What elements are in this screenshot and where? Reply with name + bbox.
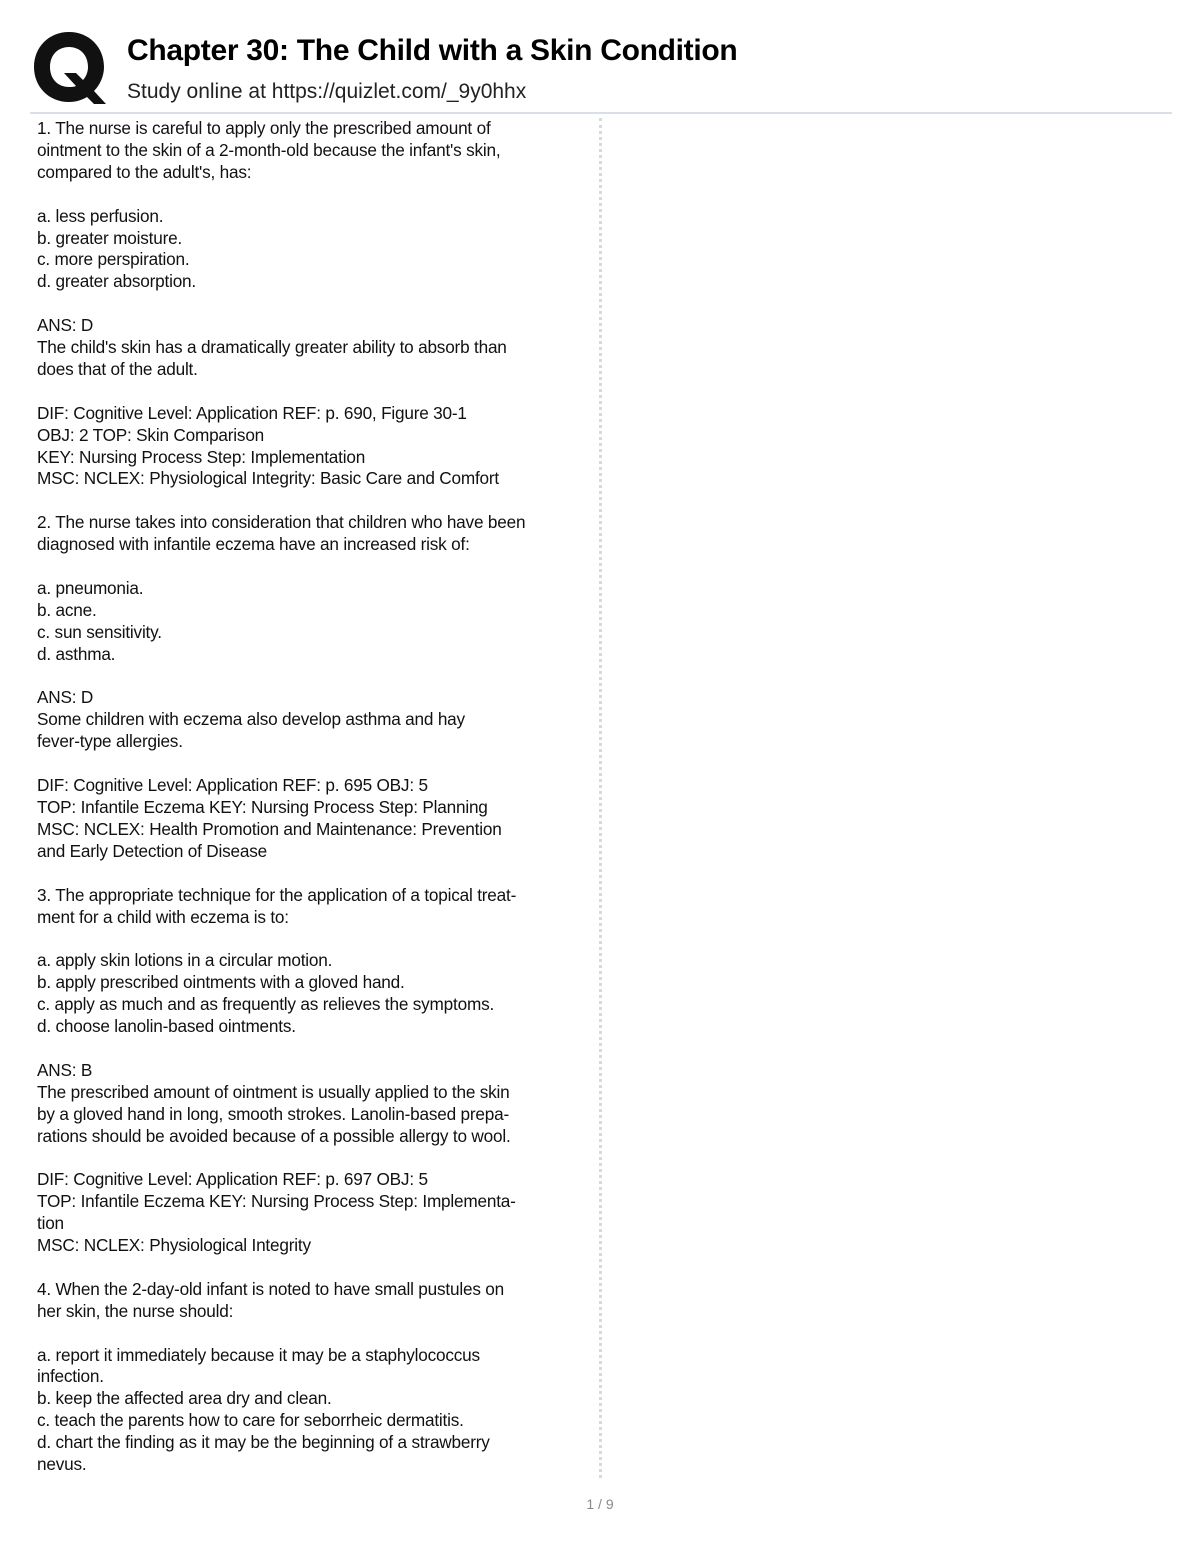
study-online-link[interactable]: Study online at https://quizlet.com/_9y0hhx	[127, 80, 527, 103]
question-text: 3. The appropriate technique for the application of a topical treat- ment for a child with eczema is to:	[37, 884, 517, 927]
header-divider	[30, 112, 1172, 114]
question-text: 4. When the 2-day-old infant is noted to have small pustules on her skin, the nurse should:	[37, 1278, 505, 1321]
flashcard-2	[37, 512, 597, 862]
answer-options: a. pneumonia. b. acne. c. sun sensitivity. d. asthma.	[37, 577, 162, 664]
flashcard-column	[37, 118, 597, 1498]
page-title: Chapter 30: The Child with a Skin Condition	[127, 34, 738, 67]
answer-options: a. report it immediately because it may be a staphylococcus infection. b. keep the affected area dry and clean. c. teach the parents how to care for seborrheic dermatitis. d. chart the finding as it may be the beginning of a strawberry nevus.	[37, 1344, 490, 1475]
answer-options: a. apply skin lotions in a circular motion. b. apply prescribed ointments with a gloved hand. c. apply as much and as frequently as relieves the symptoms. d. choose lanolin-based ointments.	[37, 950, 495, 1037]
question-metadata: DIF: Cognitive Level: Application REF: p. 695 OBJ: 5 TOP: Infantile Eczema KEY: Nursing Process Step: Planning MSC: NCLEX: Health Promotion and Maintenance: Prevention and Early Detection of Disease	[37, 775, 502, 861]
answer-rationale: ANS: D Some children with eczema also develop asthma and hay fever-type allergies.	[37, 687, 465, 752]
flashcard-3	[37, 885, 597, 1257]
column-divider	[599, 118, 602, 1478]
answer-rationale: ANS: B The prescribed amount of ointment is usually applied to the skin by a gloved hand in long, smooth strokes. Lanolin-based prepa- rations should be avoided because of a possible allergy to wool.	[37, 1059, 511, 1146]
answer-rationale: ANS: D The child's skin has a dramatically greater ability to absorb than does that of the adult.	[37, 315, 507, 379]
flashcard-4	[37, 1279, 597, 1476]
question-metadata: DIF: Cognitive Level: Application REF: p. 690, Figure 30-1 OBJ: 2 TOP: Skin Comparison KEY: Nursing Process Step: Implementation MSC: NCLEX: Physiological Integrity: Basic Care and Comfort	[37, 402, 499, 489]
question-metadata: DIF: Cognitive Level: Application REF: p. 697 OBJ: 5 TOP: Infantile Eczema KEY: Nursing Process Step: Implementa- tion MSC: NCLEX: Physiological Integrity	[37, 1169, 516, 1256]
quizlet-q-logo-icon	[30, 28, 108, 106]
question-text: 1. The nurse is careful to apply only the prescribed amount of ointment to the skin of a 2-month-old because the infant's skin, compared to the adult's, has:	[37, 118, 501, 182]
answer-options: a. less perfusion. b. greater moisture. c. more perspiration. d. greater absorption.	[37, 205, 196, 292]
flashcard-1	[37, 118, 597, 490]
page-indicator: 1 / 9	[586, 1496, 614, 1512]
question-text: 2. The nurse takes into consideration that children who have been diagnosed with infantile eczema have an increased risk of:	[37, 512, 526, 555]
